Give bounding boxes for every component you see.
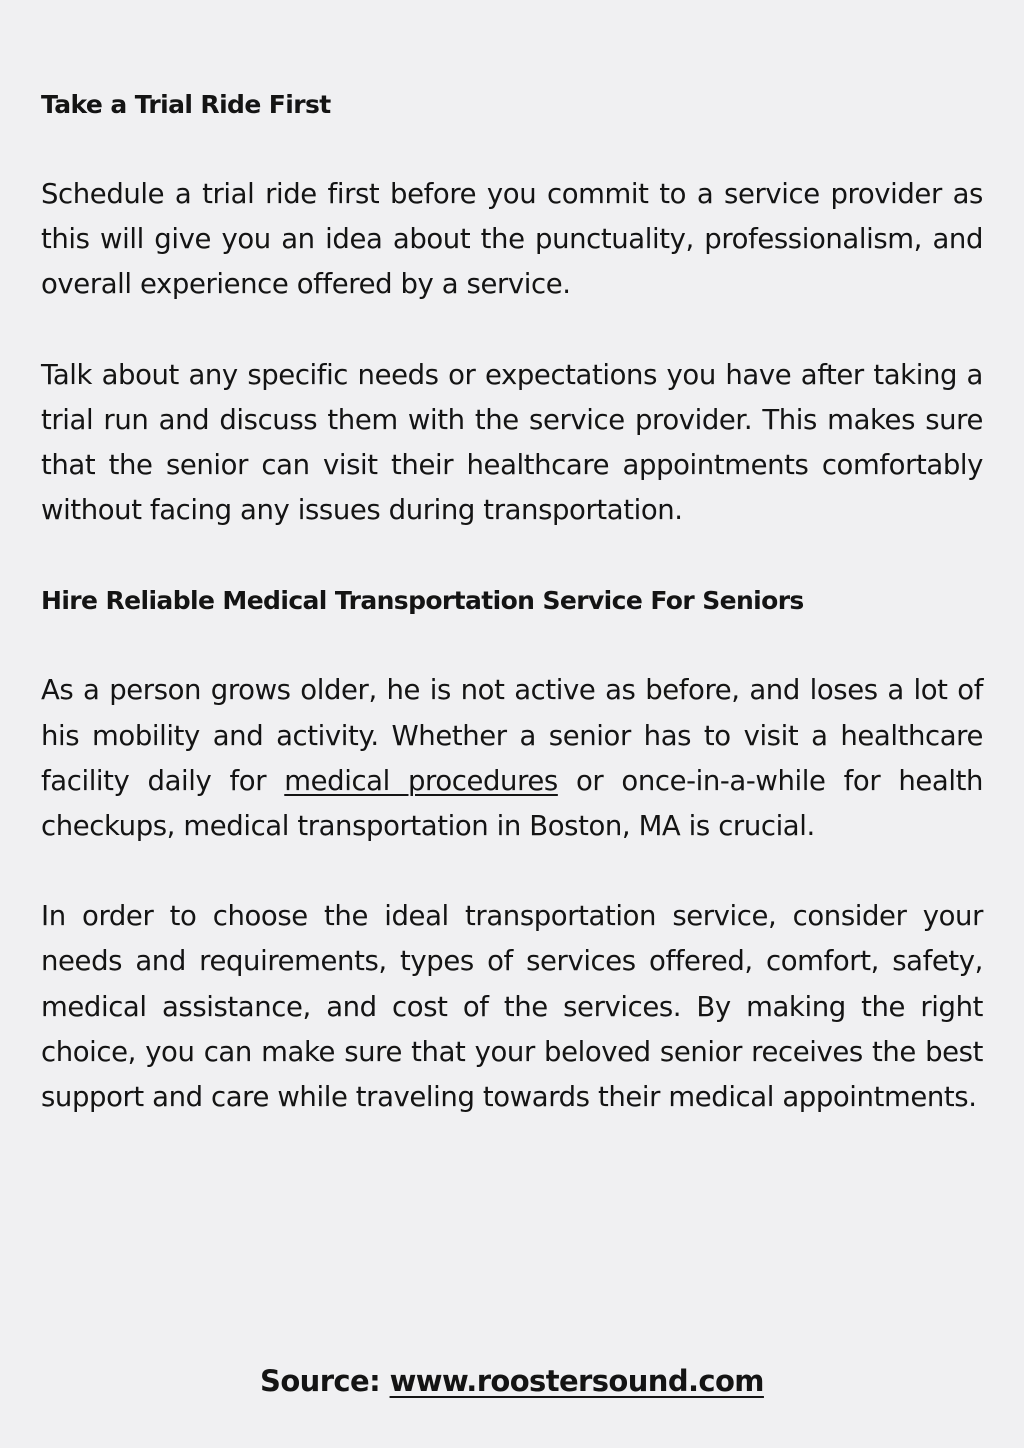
paragraph-hire-choose: In order to choose the ideal transportation service, consider your needs and requirements, types of services offered, comfort, safety, medical assistance, and cost of the services. By making the right choice, you can make sure that your beloved senior receives the best support and care while traveling towards their medical appointments.: [41, 900, 983, 1114]
paragraph-hire-text-after: or once-in-a-while for health checkups, medical transportation in Boston, MA is crucial.: [41, 764, 983, 843]
paragraph-hire-intro: [41, 668, 983, 849]
article-body: [41, 82, 983, 1165]
medical-procedures-link[interactable]: medical procedures: [284, 764, 558, 797]
source-label: Source:: [260, 1364, 381, 1398]
paragraph-trial-ride-intro: Schedule a trial ride first before you commit to a service provider as this will give you an idea about the punctuality, professionalism, and overall experience offered by a service.: [41, 178, 983, 301]
section-heading-hire-reliable: Hire Reliable Medical Transportation Service For Seniors: [41, 586, 804, 616]
source-link[interactable]: www.roostersound.com: [389, 1364, 764, 1398]
source-line: [0, 1359, 1024, 1404]
section-heading-trial-ride: Take a Trial Ride First: [41, 90, 331, 119]
paragraph-trial-ride-needs: Talk about any specific needs or expectations you have after taking a trial run and discuss them with the service provider. This makes sure that the senior can visit their healthcare appointments comfortably without facing any issues during transportation.: [41, 358, 983, 527]
paragraph-hire-text-before: As a person grows older, he is not active as before, and loses a lot of his mobility and activity. Whether a senior has to visit a healthcare facility daily for: [41, 674, 983, 797]
